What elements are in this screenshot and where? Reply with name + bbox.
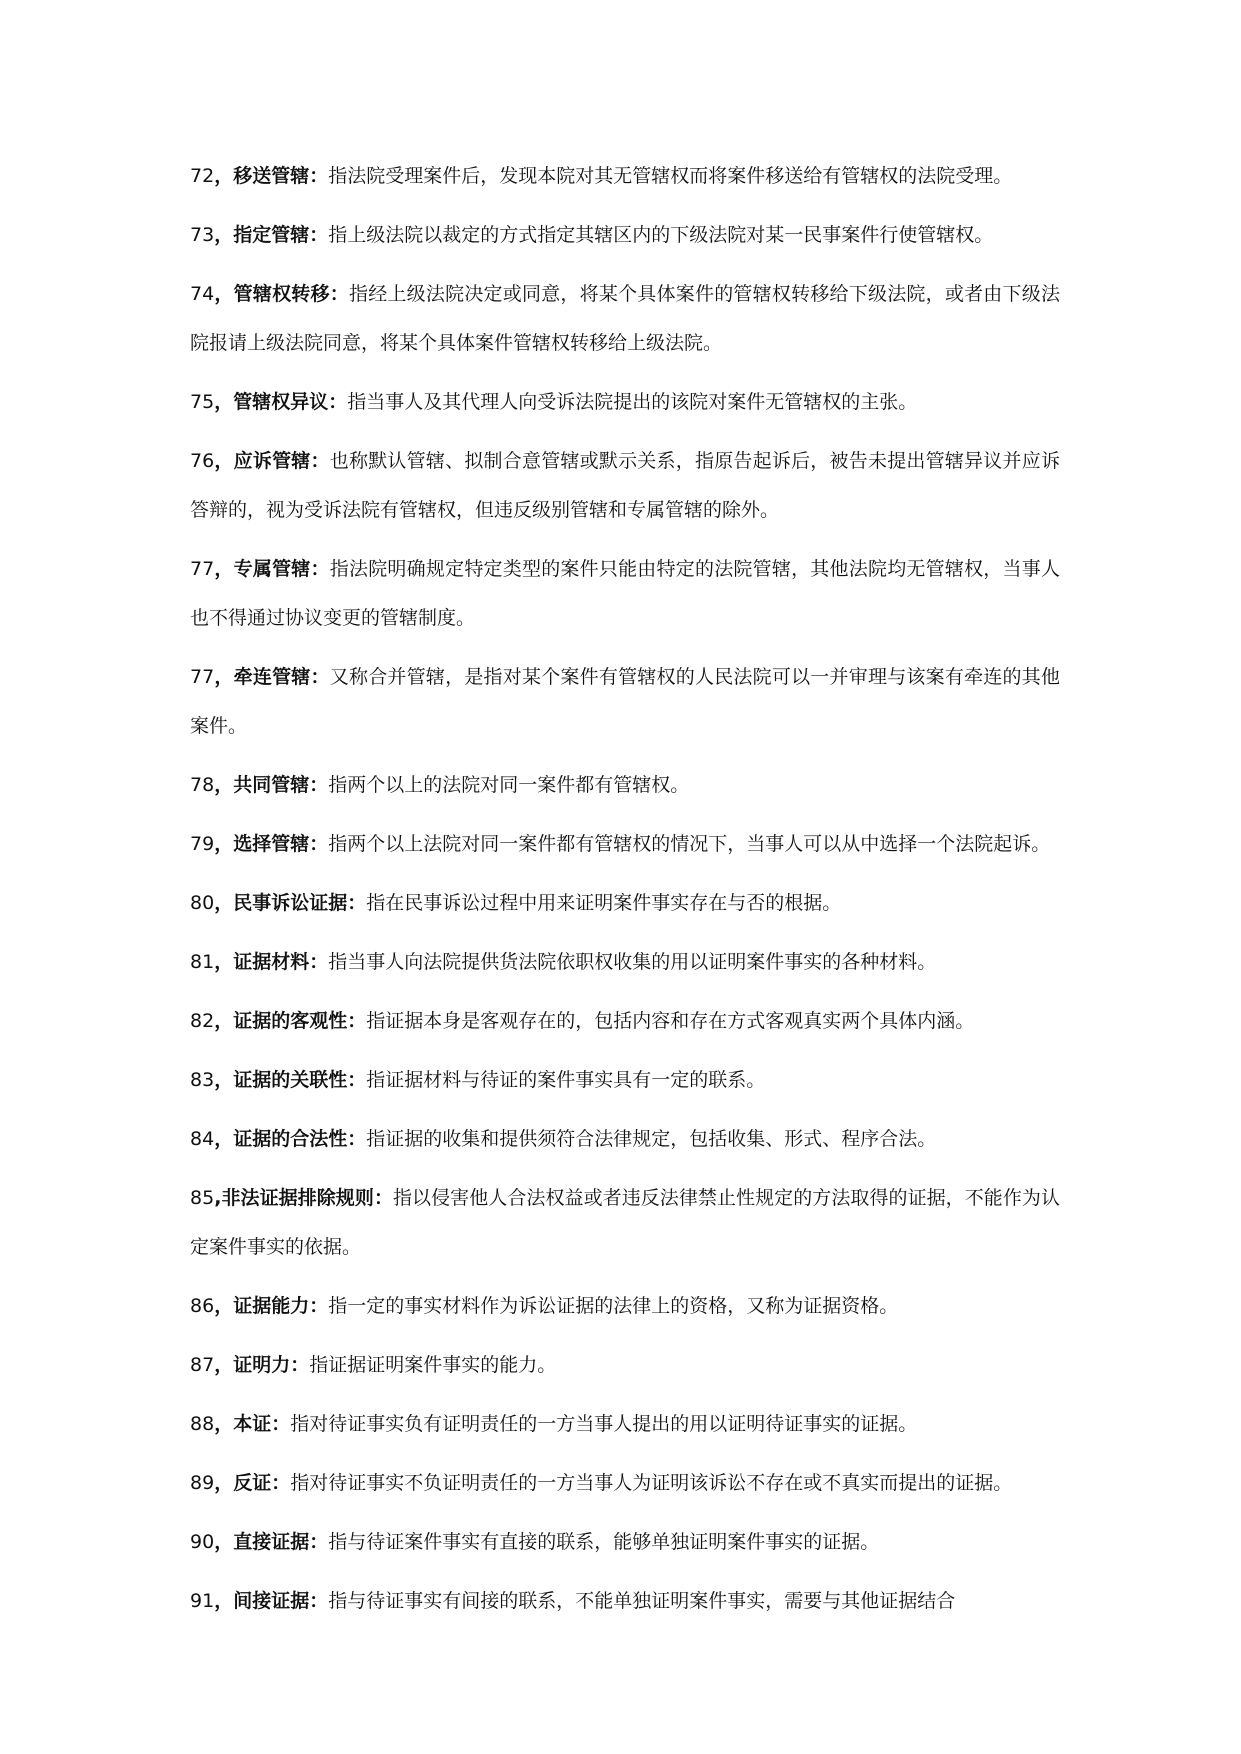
entry-number: 85 bbox=[190, 1187, 215, 1209]
glossary-entry bbox=[190, 1174, 1060, 1272]
entry-number: 77 bbox=[190, 666, 215, 688]
entry-definition: 指证据材料与待证的案件事实具有一定的联系。 bbox=[366, 1069, 766, 1091]
glossary-entry bbox=[190, 761, 1060, 810]
entry-number: 91 bbox=[190, 1590, 215, 1612]
entry-separator: ， bbox=[214, 1128, 234, 1150]
glossary-entry bbox=[190, 545, 1060, 643]
glossary-entry bbox=[190, 211, 1060, 260]
entry-number: 78 bbox=[190, 774, 215, 796]
glossary-entry bbox=[190, 270, 1060, 368]
entry-colon: ： bbox=[309, 951, 329, 973]
entry-separator: ， bbox=[214, 1069, 234, 1091]
glossary-entry bbox=[190, 1459, 1060, 1508]
glossary-entry bbox=[190, 1341, 1060, 1390]
entry-definition: 指对待证事实负有证明责任的一方当事人提出的用以证明待证事实的证据。 bbox=[290, 1413, 918, 1435]
entry-definition: 指与待证事实有间接的联系，不能单独证明案件事实，需要与其他证据结合 bbox=[328, 1590, 956, 1612]
entry-colon: ： bbox=[309, 165, 329, 187]
entry-definition: 又称合并管辖，是指对某个案件有管辖权的人民法院可以一并审理与该案有牵连的其他案件。 bbox=[190, 666, 1060, 737]
entry-definition: 指两个以上法院对同一案件都有管辖权的情况下，当事人可以从中选择一个法院起诉。 bbox=[328, 833, 1051, 855]
entry-separator: ， bbox=[214, 1590, 234, 1612]
entry-separator: ， bbox=[214, 1295, 234, 1317]
entry-term: 民事诉讼证据 bbox=[233, 892, 348, 914]
entry-separator: ， bbox=[214, 774, 234, 796]
entry-number: 79 bbox=[190, 833, 215, 855]
entry-colon: ： bbox=[309, 1531, 329, 1553]
entry-number: 87 bbox=[190, 1354, 215, 1376]
entry-separator: ， bbox=[214, 224, 234, 246]
entry-term: 证据的客观性 bbox=[233, 1010, 348, 1032]
entry-definition: 也称默认管辖、拟制合意管辖或默示关系，指原告起诉后，被告未提出管辖异议并应诉答辩的，视为受诉法院有管辖权，但违反级别管辖和专属管辖的除外。 bbox=[190, 450, 1060, 521]
entry-definition: 指经上级法院决定或同意，将某个具体案件的管辖权转移给下级法院，或者由下级法院报请上级法院同意，将某个具体案件管辖权转移给上级法院。 bbox=[190, 283, 1060, 354]
entry-colon: ： bbox=[347, 1010, 367, 1032]
glossary-entry bbox=[190, 1400, 1060, 1449]
entry-separator: ， bbox=[214, 391, 234, 413]
entry-term: 牵连管辖 bbox=[233, 666, 311, 688]
entry-number: 83 bbox=[190, 1069, 215, 1091]
entry-separator: ， bbox=[214, 450, 234, 472]
entry-colon: ： bbox=[271, 1472, 291, 1494]
entry-number: 72 bbox=[190, 165, 215, 187]
entry-number: 88 bbox=[190, 1413, 215, 1435]
entry-definition: 指证据的收集和提供须符合法律规定，包括收集、形式、程序合法。 bbox=[366, 1128, 937, 1150]
entry-colon: ： bbox=[310, 450, 330, 472]
entry-term: 管辖权异议 bbox=[233, 391, 329, 413]
entry-separator: ， bbox=[214, 558, 234, 580]
entry-separator: , bbox=[214, 1187, 222, 1209]
glossary-entry bbox=[190, 437, 1060, 535]
entry-colon: ： bbox=[328, 391, 348, 413]
entry-term: 证据的关联性 bbox=[233, 1069, 348, 1091]
entry-term: 证明力 bbox=[233, 1354, 291, 1376]
glossary-entry bbox=[190, 997, 1060, 1046]
entry-term: 证据的合法性 bbox=[233, 1128, 348, 1150]
entry-term: 应诉管辖 bbox=[233, 450, 311, 472]
entry-term: 反证 bbox=[233, 1472, 272, 1494]
entry-number: 80 bbox=[190, 892, 215, 914]
entry-colon: ： bbox=[309, 774, 329, 796]
glossary-entry bbox=[190, 152, 1060, 201]
entry-colon: ： bbox=[347, 1069, 367, 1091]
entry-separator: ， bbox=[214, 833, 234, 855]
entry-term: 本证 bbox=[233, 1413, 272, 1435]
entry-separator: ， bbox=[214, 892, 234, 914]
entry-definition: 指当事人及其代理人向受诉法院提出的该院对案件无管辖权的主张。 bbox=[347, 391, 918, 413]
entry-number: 82 bbox=[190, 1010, 215, 1032]
entry-colon: ： bbox=[309, 833, 329, 855]
entry-term: 证据能力 bbox=[233, 1295, 310, 1317]
glossary-entry bbox=[190, 1056, 1060, 1105]
entry-number: 74 bbox=[190, 283, 215, 305]
entry-colon: ： bbox=[310, 666, 330, 688]
glossary-entry bbox=[190, 938, 1060, 987]
entry-separator: ， bbox=[214, 283, 234, 305]
entry-definition: 指法院受理案件后，发现本院对其无管辖权而将案件移送给有管辖权的法院受理。 bbox=[328, 165, 1013, 187]
entry-definition: 指对待证事实不负证明责任的一方当事人为证明该诉讼不存在或不真实而提出的证据。 bbox=[290, 1472, 1013, 1494]
entry-number: 81 bbox=[190, 951, 215, 973]
entry-colon: ： bbox=[271, 1413, 291, 1435]
entry-term: 证据材料 bbox=[233, 951, 310, 973]
entry-definition: 指法院明确规定特定类型的案件只能由特定的法院管辖，其他法院均无管辖权，当事人也不得通过协议变更的管辖制度。 bbox=[190, 558, 1060, 629]
entry-separator: ， bbox=[214, 1472, 234, 1494]
entry-separator: ， bbox=[214, 1010, 234, 1032]
entry-term: 直接证据 bbox=[233, 1531, 310, 1553]
entry-colon: ： bbox=[309, 1295, 329, 1317]
entry-separator: ， bbox=[214, 666, 234, 688]
entry-definition: 指证据证明案件事实的能力。 bbox=[309, 1354, 557, 1376]
entry-number: 76 bbox=[190, 450, 215, 472]
entry-term: 非法证据排除规则 bbox=[221, 1187, 374, 1209]
entry-colon: ： bbox=[309, 1590, 329, 1612]
entry-colon: ： bbox=[309, 224, 329, 246]
entry-separator: ， bbox=[214, 951, 234, 973]
entry-definition: 指与待证案件事实有直接的联系，能够单独证明案件事实的证据。 bbox=[328, 1531, 880, 1553]
entry-term: 间接证据 bbox=[233, 1590, 310, 1612]
entry-colon: ： bbox=[329, 283, 349, 305]
entry-number: 77 bbox=[190, 558, 215, 580]
entry-definition: 指一定的事实材料作为诉讼证据的法律上的资格，又称为证据资格。 bbox=[328, 1295, 899, 1317]
entry-colon: ： bbox=[310, 558, 330, 580]
entry-number: 86 bbox=[190, 1295, 215, 1317]
entry-term: 指定管辖 bbox=[233, 224, 310, 246]
entry-term: 专属管辖 bbox=[233, 558, 311, 580]
entry-separator: ， bbox=[214, 1413, 234, 1435]
entry-definition: 指以侵害他人合法权益或者违反法律禁止性规定的方法取得的证据，不能作为认定案件事实的依据。 bbox=[190, 1187, 1060, 1258]
glossary-entry bbox=[190, 1577, 1060, 1626]
entry-definition: 指证据本身是客观存在的，包括内容和存在方式客观真实两个具体内涵。 bbox=[366, 1010, 975, 1032]
entry-term: 共同管辖 bbox=[233, 774, 310, 796]
entry-number: 84 bbox=[190, 1128, 215, 1150]
entry-number: 73 bbox=[190, 224, 215, 246]
glossary-entry bbox=[190, 1282, 1060, 1331]
entry-number: 75 bbox=[190, 391, 215, 413]
entry-definition: 指两个以上的法院对同一案件都有管辖权。 bbox=[328, 774, 690, 796]
entry-definition: 指上级法院以裁定的方式指定其辖区内的下级法院对某一民事案件行使管辖权。 bbox=[328, 224, 994, 246]
entry-colon: ： bbox=[290, 1354, 310, 1376]
glossary-entry bbox=[190, 1518, 1060, 1567]
entry-colon: ： bbox=[347, 1128, 367, 1150]
entry-separator: ， bbox=[214, 165, 234, 187]
entry-definition: 指在民事诉讼过程中用来证明案件事实存在与否的根据。 bbox=[366, 892, 842, 914]
glossary-entry bbox=[190, 1115, 1060, 1164]
entry-number: 89 bbox=[190, 1472, 215, 1494]
entry-definition: 指当事人向法院提供货法院依职权收集的用以证明案件事实的各种材料。 bbox=[328, 951, 937, 973]
entry-term: 移送管辖 bbox=[233, 165, 310, 187]
entry-colon: ： bbox=[347, 892, 367, 914]
entry-separator: ， bbox=[214, 1354, 234, 1376]
glossary-entry bbox=[190, 653, 1060, 751]
entry-term: 选择管辖 bbox=[233, 833, 310, 855]
glossary-entry bbox=[190, 378, 1060, 427]
entry-colon: ： bbox=[373, 1187, 393, 1209]
entry-number: 90 bbox=[190, 1531, 215, 1553]
glossary-entry bbox=[190, 879, 1060, 928]
glossary-entry bbox=[190, 820, 1060, 869]
document-page bbox=[190, 152, 1060, 1636]
entry-term: 管辖权转移 bbox=[233, 283, 330, 305]
entry-separator: ， bbox=[214, 1531, 234, 1553]
